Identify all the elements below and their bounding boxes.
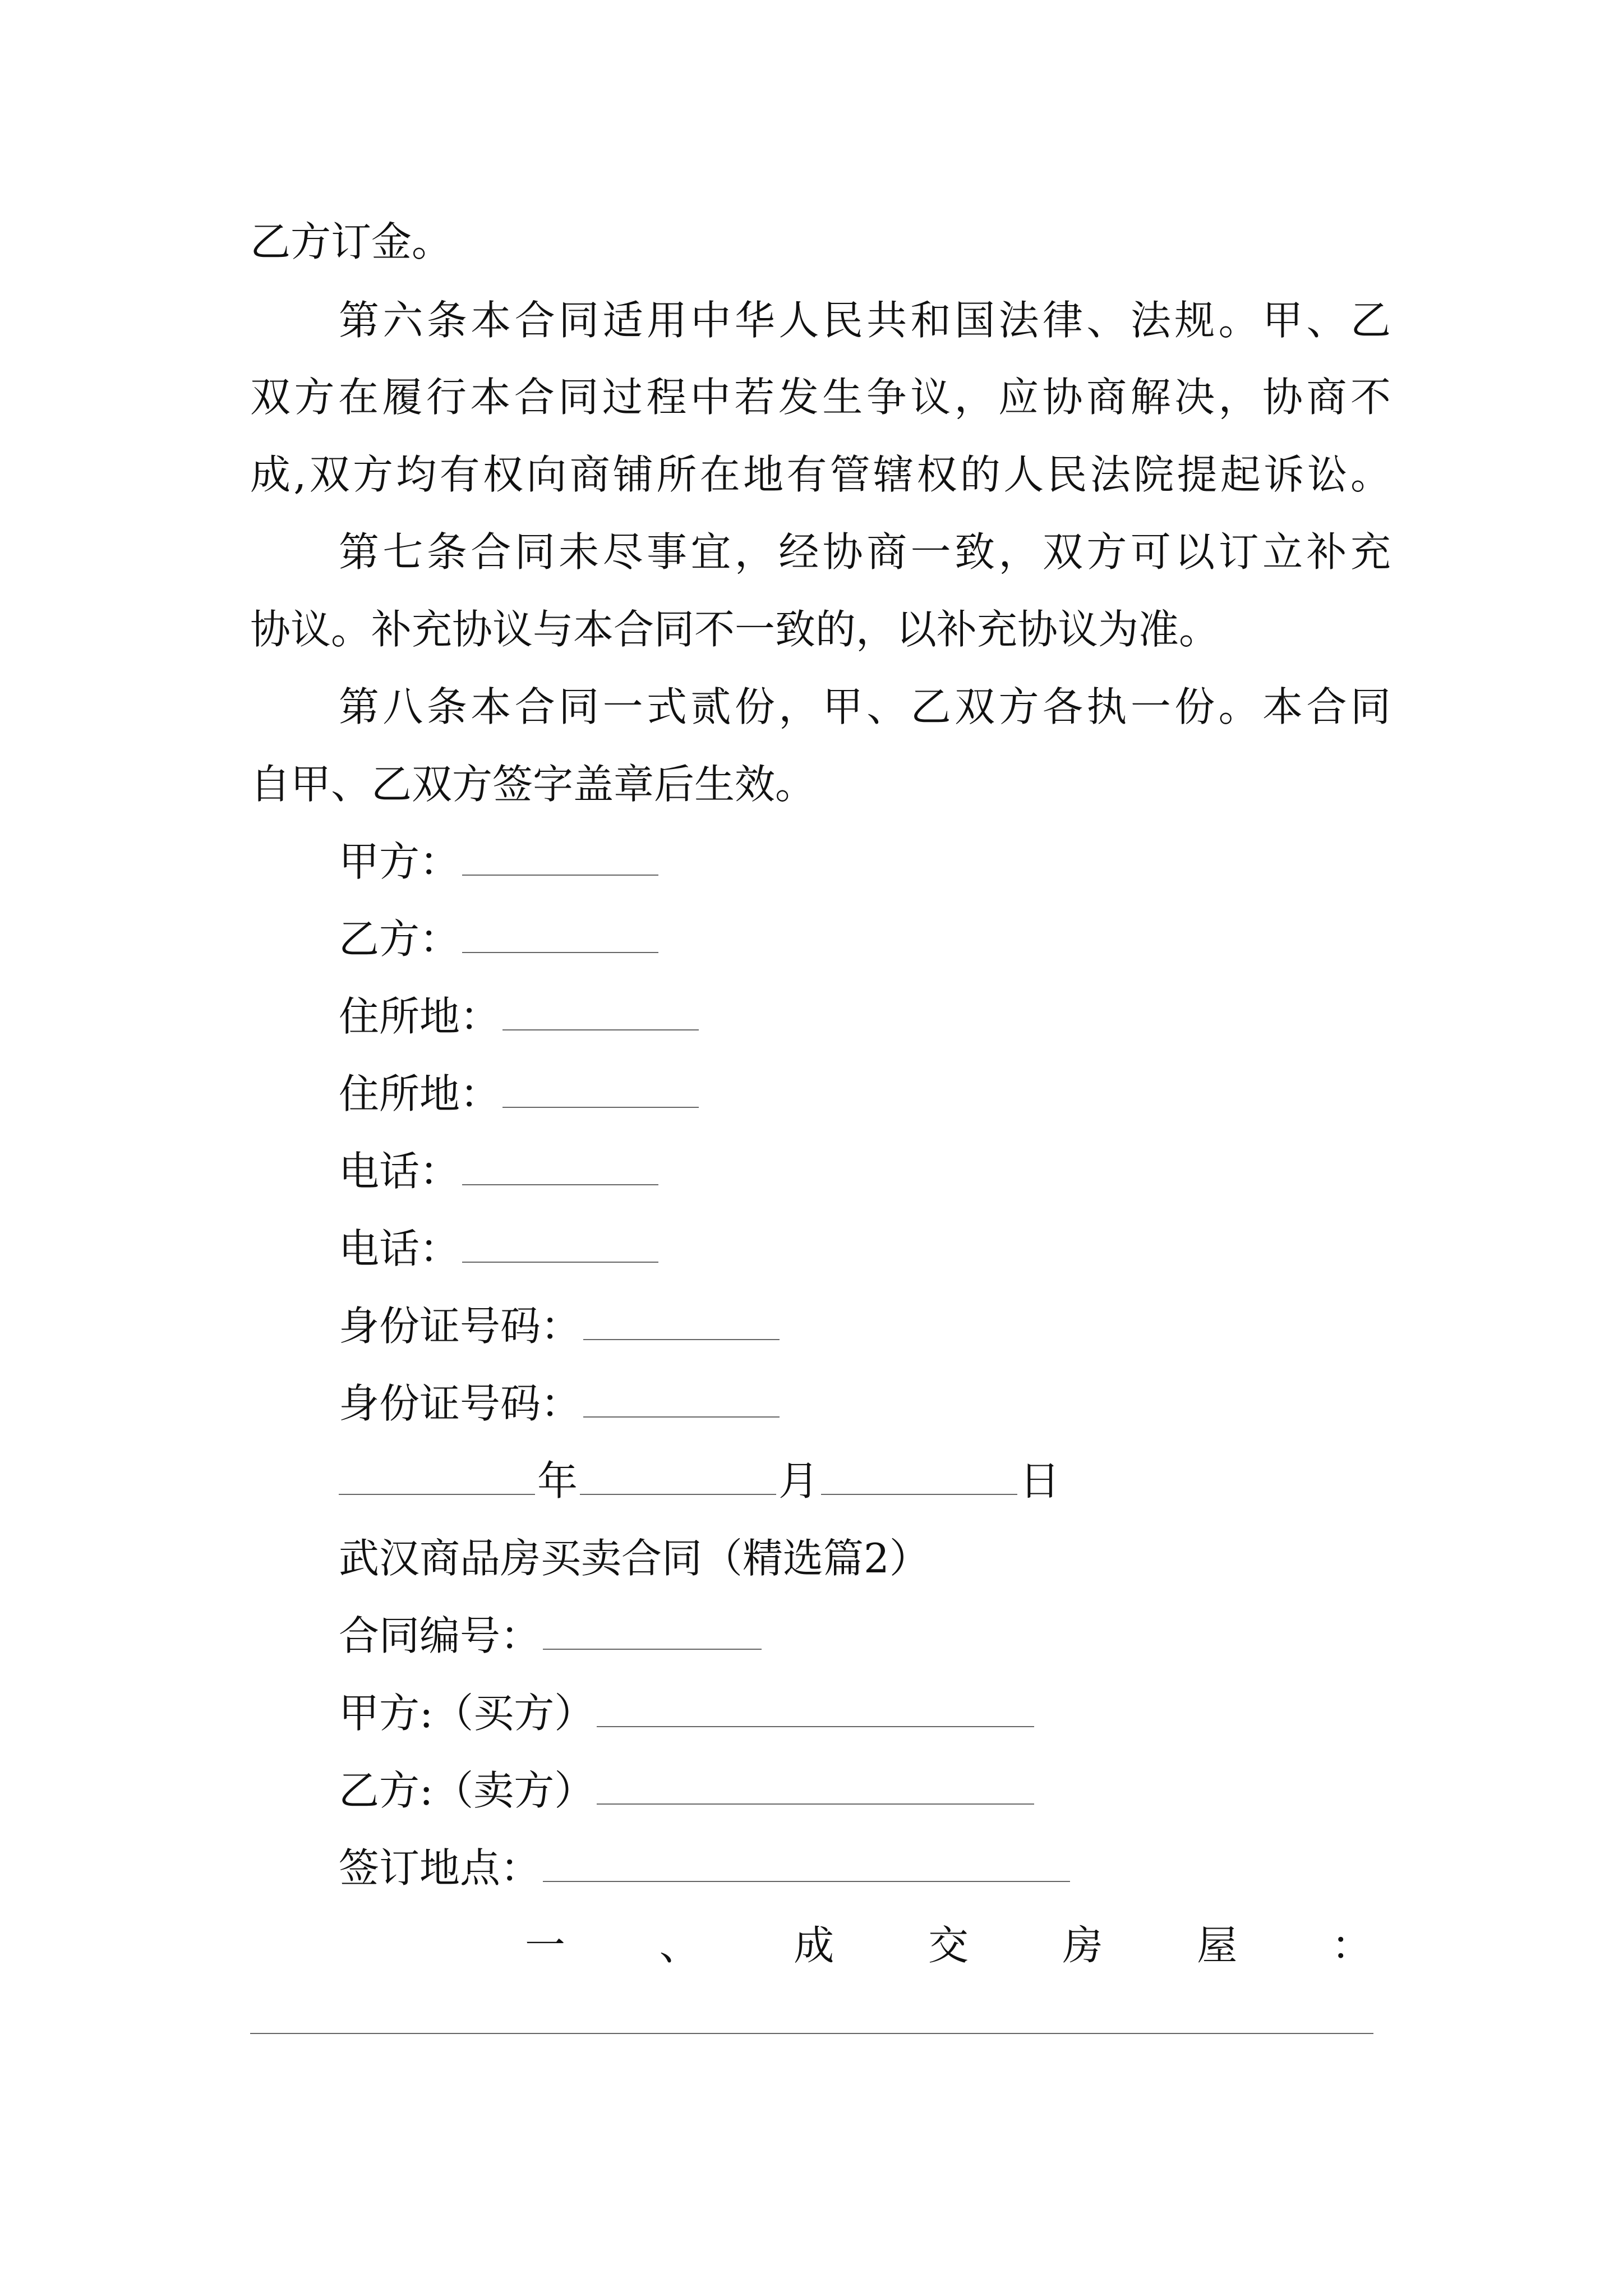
address-b-field bbox=[339, 1070, 701, 1117]
contract-number-field bbox=[339, 1612, 764, 1659]
address-a-blank[interactable] bbox=[502, 1024, 699, 1030]
month-label: 月 bbox=[778, 1457, 819, 1504]
phone-a-label: 电话： bbox=[339, 1148, 460, 1195]
year-blank[interactable] bbox=[339, 1488, 535, 1495]
party-a-field bbox=[339, 838, 661, 885]
phone-b-blank[interactable] bbox=[462, 1256, 658, 1263]
party-a-label: 甲方： bbox=[339, 838, 460, 885]
party-b-label: 乙方： bbox=[339, 915, 460, 963]
phone-a-field bbox=[339, 1148, 661, 1195]
phone-b-field bbox=[339, 1225, 661, 1272]
buyer-label: 甲方:（买方） bbox=[339, 1690, 595, 1737]
phone-a-blank[interactable] bbox=[462, 1179, 658, 1185]
id-b-label: 身份证号码： bbox=[339, 1380, 582, 1427]
address-b-blank[interactable] bbox=[502, 1101, 699, 1108]
section-1-blank[interactable] bbox=[250, 2033, 1373, 2034]
section-1-char: 成 bbox=[794, 1922, 834, 1969]
signing-place-blank[interactable] bbox=[543, 1875, 1070, 1882]
section-1-char: ： bbox=[1331, 1922, 1372, 1969]
article-7-line-1: 第七条合同未尽事宜，经协商一致，双方可以订立补充 bbox=[339, 528, 1391, 576]
id-a-field bbox=[339, 1303, 782, 1350]
buyer-blank[interactable] bbox=[597, 1720, 1034, 1727]
id-a-blank[interactable] bbox=[583, 1333, 780, 1340]
article-6-line-1: 第六条本合同适用中华人民共和国法律、法规。甲、乙 bbox=[339, 297, 1391, 344]
party-b-blank[interactable] bbox=[462, 946, 658, 953]
signing-place-field bbox=[339, 1844, 1072, 1892]
day-blank[interactable] bbox=[821, 1488, 1017, 1495]
section-1-char: 房 bbox=[1062, 1922, 1103, 1969]
party-a-blank[interactable] bbox=[462, 869, 658, 876]
phone-b-label: 电话： bbox=[339, 1225, 460, 1272]
section-1-char: 屋 bbox=[1197, 1922, 1238, 1969]
address-a-label: 住所地： bbox=[339, 993, 501, 1040]
day-label: 日 bbox=[1020, 1457, 1061, 1504]
contract-number-blank[interactable] bbox=[543, 1643, 762, 1650]
year-label: 年 bbox=[537, 1457, 578, 1504]
month-blank[interactable] bbox=[580, 1488, 776, 1495]
contract-number-label: 合同编号： bbox=[339, 1612, 541, 1659]
address-a-field bbox=[339, 993, 701, 1040]
article-8-line-2: 自甲、乙双方签字盖章后生效。 bbox=[250, 761, 816, 808]
address-b-label: 住所地： bbox=[339, 1070, 501, 1117]
article-6-line-2: 双方在履行本合同过程中若发生争议，应协商解决，协商不 bbox=[250, 374, 1391, 421]
article-8-line-1: 第八条本合同一式贰份，甲、乙双方各执一份。本合同 bbox=[339, 683, 1391, 730]
section-1-char: 一 bbox=[525, 1922, 566, 1969]
contract-2-title: 武汉商品房买卖合同（精选篇2） bbox=[339, 1535, 930, 1582]
paragraph-tail: 乙方订金。 bbox=[250, 218, 453, 265]
signing-place-label: 签订地点： bbox=[339, 1844, 541, 1892]
id-a-label: 身份证号码： bbox=[339, 1303, 582, 1350]
id-b-blank[interactable] bbox=[583, 1411, 780, 1418]
date-field bbox=[339, 1457, 1061, 1504]
party-b-field bbox=[339, 915, 661, 963]
seller-field bbox=[339, 1767, 1036, 1814]
section-1-char: 交 bbox=[928, 1922, 969, 1969]
seller-label: 乙方:（卖方） bbox=[339, 1767, 595, 1814]
id-b-field bbox=[339, 1380, 782, 1427]
article-6-line-3: 成,双方均有权向商铺所在地有管辖权的人民法院提起诉讼。 bbox=[250, 451, 1391, 498]
section-1-heading bbox=[525, 1922, 1372, 1969]
buyer-field bbox=[339, 1690, 1036, 1737]
seller-blank[interactable] bbox=[597, 1798, 1034, 1805]
article-7-line-2: 协议。补充协议与本合同不一致的，以补充协议为准。 bbox=[250, 606, 1220, 653]
section-1-char: 、 bbox=[659, 1922, 700, 1969]
